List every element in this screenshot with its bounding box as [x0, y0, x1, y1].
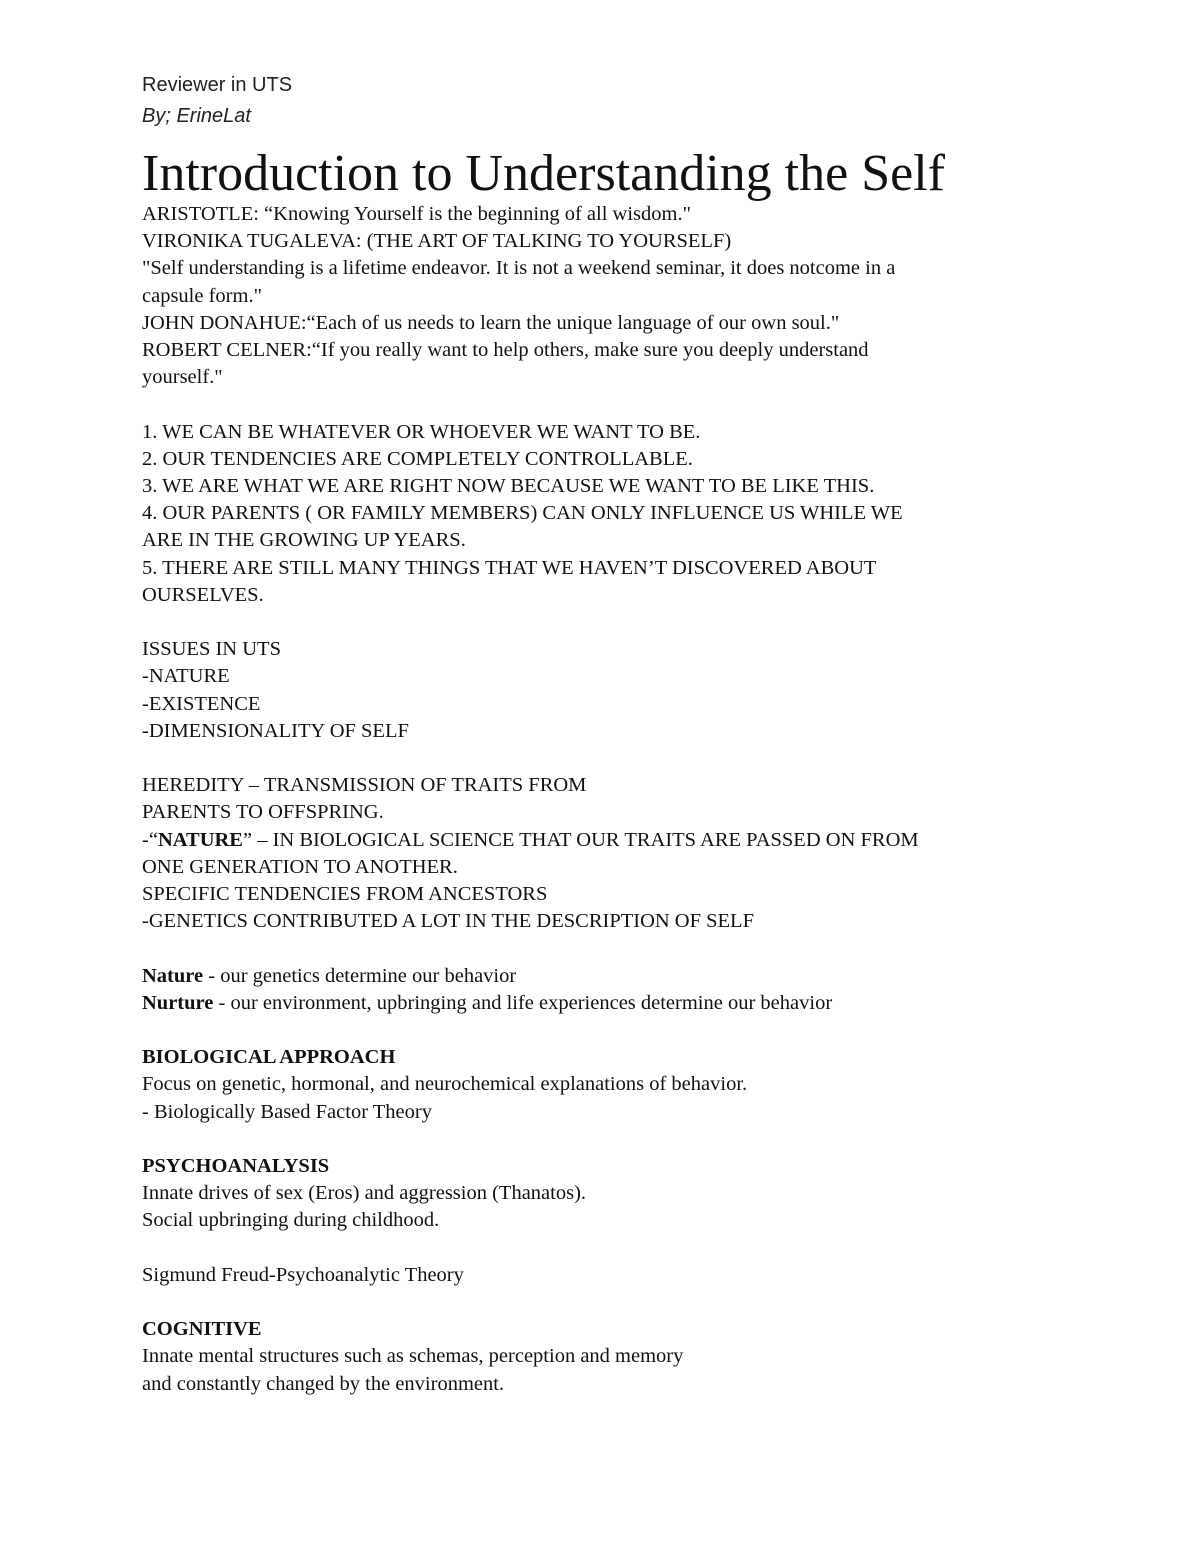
psychoanalysis-heading: PSYCHOANALYSIS [142, 1155, 330, 1178]
belief-line: OURSELVES. [142, 583, 264, 606]
heredity-line: PARENTS TO OFFSPRING. [142, 801, 384, 824]
quote-line: JOHN DONAHUE:“Each of us needs to learn the unique language of our own soul." [142, 311, 840, 334]
nature-rest: ” – IN BIOLOGICAL SCIENCE THAT OUR TRAITS ARE PASSED ON FROM [242, 828, 919, 851]
document-title: Introduction to Understanding the Self [142, 145, 945, 202]
document-header [142, 70, 1142, 132]
nurture-line [142, 990, 1142, 1017]
heredity-line: HEREDITY – TRANSMISSION OF TRAITS FROM [142, 774, 587, 797]
spacer [142, 1235, 1142, 1262]
psychoanalysis-line: Innate drives of sex (Eros) and aggression (Thanatos). [142, 1182, 587, 1205]
belief-line: ARE IN THE GROWING UP YEARS. [142, 529, 466, 552]
spacer [142, 1126, 1142, 1153]
belief-line: 1. WE CAN BE WHATEVER OR WHOEVER WE WANT TO BE. [142, 420, 701, 443]
belief-line: 5. THERE ARE STILL MANY THINGS THAT WE HAVEN’T DISCOVERED ABOUT [142, 556, 877, 579]
author-label: By; ErineLat [142, 105, 251, 127]
nurture-def: - our environment, upbringing and life experiences determine our behavior [213, 991, 833, 1014]
spacer [142, 1289, 1142, 1316]
cognitive-heading: COGNITIVE [142, 1318, 262, 1341]
nature-bold-term: NATURE [157, 828, 243, 851]
nature-prefix: -“ [142, 828, 158, 851]
nature-definition-line [142, 827, 1142, 854]
quote-line: VIRONIKA TUGALEVA: (THE ART OF TALKING TO YOURSELF) [142, 230, 732, 253]
belief-line: 4. OUR PARENTS ( OR FAMILY MEMBERS) CAN ONLY INFLUENCE US WHILE WE [142, 502, 903, 525]
biological-heading: BIOLOGICAL APPROACH [142, 1046, 396, 1069]
nature-def: - our genetics determine our behavior [203, 964, 517, 987]
quotes-section [142, 201, 1142, 1398]
belief-line: 2. OUR TENDENCIES ARE COMPLETELY CONTROLLABLE. [142, 447, 693, 470]
heredity-line: SPECIFIC TENDENCIES FROM ANCESTORS [142, 883, 548, 906]
psychoanalysis-line: Social upbringing during childhood. [142, 1209, 440, 1232]
freud-line: Sigmund Freud-Psychoanalytic Theory [142, 1263, 464, 1286]
reviewer-label: Reviewer in UTS [142, 74, 293, 96]
nature-line [142, 963, 1142, 990]
nurture-term: Nurture [142, 991, 214, 1014]
document-page [142, 70, 1142, 1398]
spacer [142, 935, 1142, 962]
spacer [142, 609, 1142, 636]
issue-item: -NATURE [142, 665, 230, 688]
cognitive-line: and constantly changed by the environment. [142, 1372, 505, 1395]
biological-line: - Biologically Based Factor Theory [142, 1100, 432, 1123]
issues-heading: ISSUES IN UTS [142, 638, 281, 661]
quote-line: capsule form." [142, 284, 262, 307]
quote-line: yourself." [142, 366, 223, 389]
spacer [142, 745, 1142, 772]
spacer [142, 391, 1142, 418]
belief-line: 3. WE ARE WHAT WE ARE RIGHT NOW BECAUSE WE WANT TO BE LIKE THIS. [142, 475, 875, 498]
spacer [142, 1017, 1142, 1044]
quote-line: ARISTOTLE: “Knowing Yourself is the beginning of all wisdom." [142, 203, 691, 225]
issue-item: -EXISTENCE [142, 692, 261, 715]
quote-line: "Self understanding is a lifetime endeavor. It is not a weekend seminar, it does notcome in a [142, 257, 896, 280]
biological-line: Focus on genetic, hormonal, and neurochemical explanations of behavior. [142, 1073, 748, 1096]
quote-line: ROBERT CELNER:“If you really want to help others, make sure you deeply understand [142, 339, 869, 362]
heredity-line: -GENETICS CONTRIBUTED A LOT IN THE DESCRIPTION OF SELF [142, 910, 754, 933]
heredity-line: ONE GENERATION TO ANOTHER. [142, 855, 458, 878]
issue-item: -DIMENSIONALITY OF SELF [142, 719, 409, 742]
nature-term: Nature [142, 964, 204, 987]
cognitive-line: Innate mental structures such as schemas, perception and memory [142, 1345, 684, 1368]
